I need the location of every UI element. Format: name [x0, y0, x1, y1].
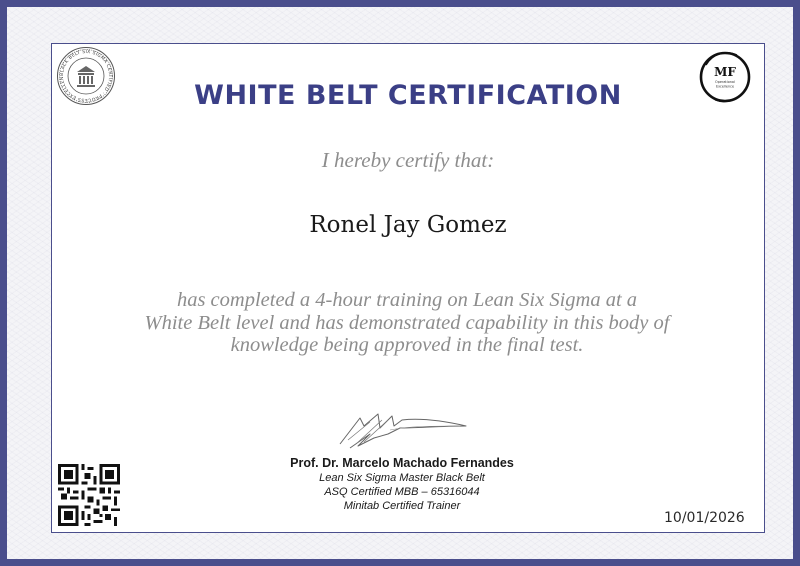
signer-name: Prof. Dr. Marcelo Machado Fernandes [290, 456, 514, 470]
logo-subtitle-2: Excellence [715, 84, 735, 89]
body-line: has completed a 4-hour training on Lean Six Sigma at a [176, 289, 638, 311]
qr-code-icon[interactable] [58, 464, 120, 526]
logo-subtitle-1: Operational [715, 80, 735, 84]
certify-statement: I hereby certify that: [321, 148, 495, 172]
seal-ring-text: BLACK BELT SIX SIGMA CERTIFIED · PROCESS EXCELLEN [59, 49, 113, 103]
certificate-title: WHITE BELT CERTIFICATION [194, 80, 622, 111]
handwritten-signature [330, 404, 470, 454]
signer-credential: ASQ Certified MBB – 65316044 [324, 486, 480, 498]
certificate-body [132, 289, 682, 357]
recipient-name: Ronel Jay Gomez [309, 212, 507, 238]
body-line: knowledge being approved in the final test. [230, 334, 584, 356]
signer-credential: Lean Six Sigma Master Black Belt [319, 472, 485, 484]
certificate-inner-panel [51, 43, 765, 533]
signer-credential: Minitab Certified Trainer [343, 500, 461, 512]
logo-initials: MF [714, 65, 736, 79]
body-line: White Belt level and has demonstrated capability in this body of [144, 311, 670, 334]
signer-block [252, 456, 552, 513]
issue-date: 10/01/2026 [664, 510, 745, 526]
